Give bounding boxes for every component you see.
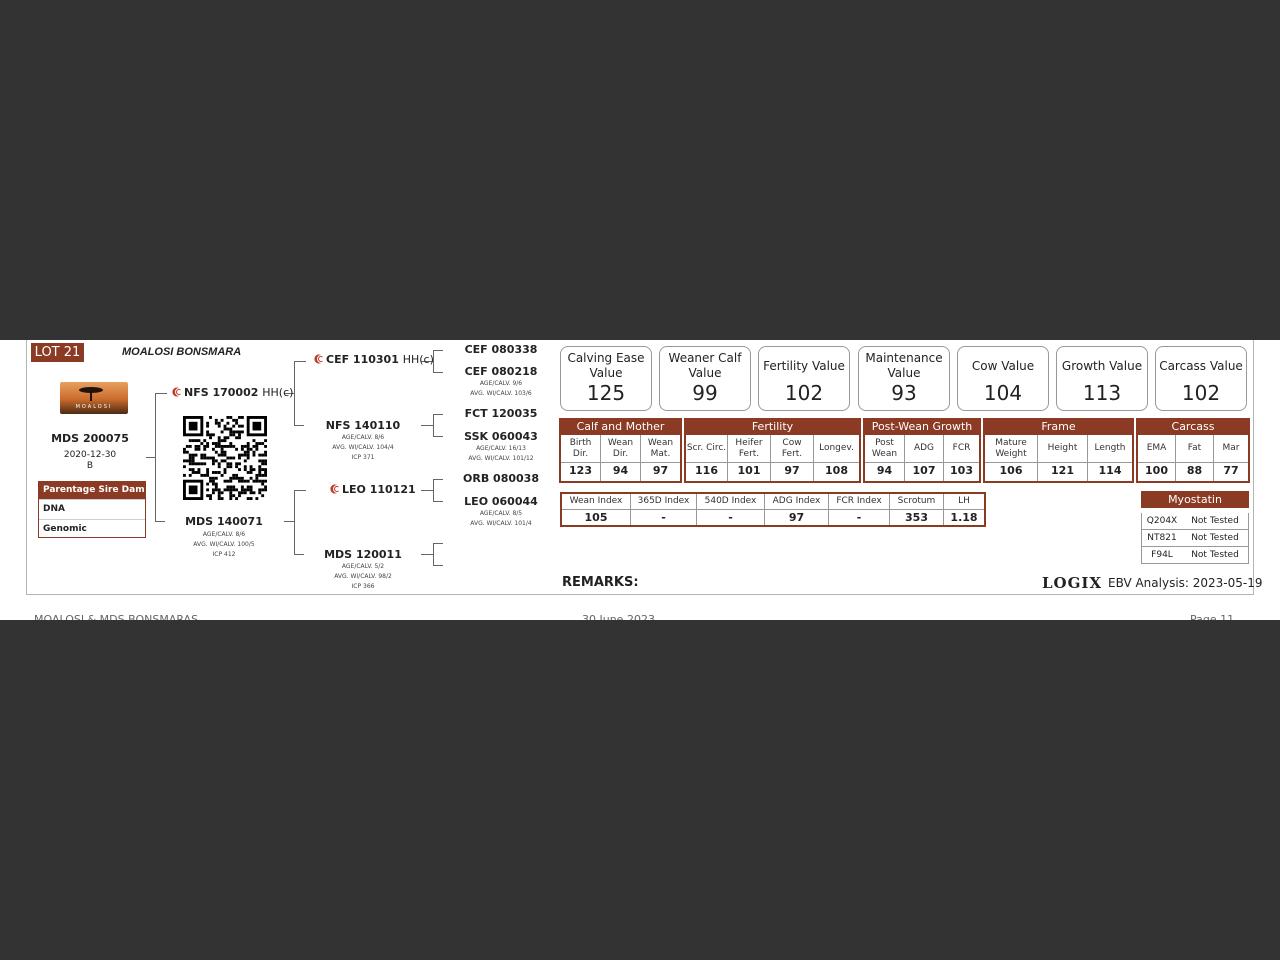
- value-number: 125: [586, 381, 626, 405]
- index-label: Wean Index: [562, 494, 630, 510]
- trait-value: 100: [1138, 462, 1175, 479]
- myostatin-table: [1141, 491, 1249, 568]
- gen3-4-id: ORB 080038: [463, 472, 539, 485]
- value-box-fertility: [758, 346, 850, 411]
- dam-id: MDS 140071: [185, 515, 263, 528]
- value-label: Cow Value: [971, 358, 1035, 373]
- sire-id: NFS 170002: [184, 386, 259, 399]
- index-label: Scrotum: [890, 494, 943, 510]
- parentage-row-genomic: Genomic: [39, 519, 145, 539]
- ebv-table-carcass: [1136, 435, 1250, 483]
- gen3-5-avg: AVG. WI/CALV. 101/4: [470, 520, 532, 527]
- index-cell: [562, 494, 631, 525]
- value-box-carcass: [1155, 346, 1247, 411]
- gen3-0-id: CEF 080338: [464, 343, 538, 356]
- gene-result: Not Tested: [1191, 533, 1239, 543]
- index-cell: [697, 494, 765, 525]
- trait-label: FCR: [952, 443, 971, 453]
- gene-name: NT821: [1147, 533, 1177, 543]
- trait-cell: [905, 435, 944, 481]
- group-header-post-wean-growth: Post-Wean Growth: [863, 418, 981, 435]
- value-box-maintenance: [858, 346, 950, 411]
- gen3-5-id: LEO 060044: [464, 495, 538, 508]
- trait-label: Mar: [1222, 443, 1240, 453]
- dam-dam-age-calv: AGE/CALV. 5/2: [341, 563, 385, 570]
- trait-cell: [814, 435, 859, 481]
- value-box-cow: [957, 346, 1049, 411]
- trait-label: EMA: [1146, 443, 1167, 453]
- value-label: Weaner Calf Value: [668, 351, 742, 380]
- index-label: LH: [944, 494, 984, 510]
- trait-cell: [728, 435, 771, 481]
- myostatin-row: [1141, 513, 1249, 530]
- trait-cell: [686, 435, 728, 481]
- trait-label: Scr. Circ.: [686, 443, 727, 453]
- sire-suffix: HH(c): [262, 386, 294, 399]
- value-label: Growth Value: [1061, 358, 1143, 373]
- trait-cell: [1038, 435, 1088, 481]
- gen3-5-age-calv: AGE/CALV. 8/5: [479, 510, 523, 517]
- value-label: Maintenance Value: [865, 351, 943, 380]
- animal-grade: B: [86, 461, 94, 471]
- gen3-3-age-calv: AGE/CALV. 16/13: [476, 445, 526, 452]
- logix-logo: LOGIX: [1042, 574, 1103, 592]
- trait-value: 108: [814, 462, 859, 479]
- gen3-2-id: FCT 120035: [464, 407, 538, 420]
- index-value: -: [728, 511, 733, 524]
- value-box-weaner-calf: [659, 346, 751, 411]
- index-table: [560, 492, 986, 527]
- trait-cell: [561, 435, 601, 481]
- crescent-tag-icon: [330, 484, 340, 494]
- ebv-table-calf-and-mother: [559, 435, 682, 483]
- trait-cell: [1088, 435, 1132, 481]
- gene-result: Not Tested: [1191, 550, 1239, 560]
- gen3-1-age-calv: AGE/CALV. 9/6: [479, 380, 523, 387]
- myostatin-header: Myostatin: [1141, 491, 1249, 508]
- sire-dam-age-calv: AGE/CALV. 8/6: [341, 434, 385, 441]
- trait-label: Cow Fert.: [781, 437, 803, 459]
- index-value: 1.18: [950, 511, 978, 524]
- trait-label: Birth Dir.: [569, 437, 592, 459]
- trait-value: 97: [771, 462, 813, 479]
- dam-dam-icp: ICP 366: [351, 583, 375, 590]
- parentage-header: Parentage Sire Dam: [39, 482, 145, 499]
- index-value: 105: [584, 511, 608, 524]
- value-number: 102: [784, 381, 824, 405]
- ebv-table-fertility: [684, 435, 861, 483]
- ebv-table-post-wean-growth: [863, 435, 981, 483]
- trait-cell: [601, 435, 641, 481]
- animal-dob: 2020-12-30: [63, 450, 117, 460]
- trait-cell: [985, 435, 1038, 481]
- trait-value: 106: [985, 462, 1037, 479]
- index-value: -: [856, 511, 862, 524]
- sire-dam-icp: ICP 371: [351, 454, 375, 461]
- trait-label: Mature Weight: [995, 437, 1027, 459]
- trait-label: Length: [1094, 443, 1126, 453]
- trait-value: 101: [728, 462, 770, 479]
- value-number: 102: [1181, 381, 1221, 405]
- breeder-name: MOALOSI BONSMARA: [122, 346, 242, 358]
- index-cell: [631, 494, 697, 525]
- myostatin-row: [1141, 530, 1249, 547]
- qr-code[interactable]: [182, 416, 268, 500]
- sire-dam-id: NFS 140110: [325, 419, 401, 432]
- value-number: 104: [983, 381, 1023, 405]
- gene-name: F94L: [1151, 550, 1173, 560]
- lot-badge: LOT 21: [31, 343, 84, 362]
- index-label: FCR Index: [829, 494, 889, 510]
- trait-cell: [1176, 435, 1214, 481]
- dam-sire-id: LEO 110121: [342, 483, 416, 496]
- gen3-3-id: SSK 060043: [464, 430, 538, 443]
- dam-age-calv: AGE/CALV. 8/6: [202, 531, 246, 538]
- dam-sire: [330, 483, 416, 496]
- tree-sunset-logo: [60, 382, 128, 414]
- group-header-carcass: Carcass: [1136, 418, 1250, 435]
- trait-cell: [944, 435, 979, 481]
- index-cell: [829, 494, 890, 525]
- dam-avg: AVG. WI/CALV. 100/5: [193, 541, 255, 548]
- gen3-1-avg: AVG. WI/CALV. 103/6: [470, 390, 532, 397]
- gene-name: Q204X: [1146, 516, 1178, 526]
- parentage-row-dna: DNA: [39, 499, 145, 519]
- parentage-table: [38, 481, 146, 538]
- group-header-fertility: Fertility: [684, 418, 861, 435]
- trait-cell: [641, 435, 680, 481]
- trait-value: 123: [561, 462, 600, 479]
- value-label: Calving Ease Value: [567, 351, 645, 380]
- index-value: 353: [905, 511, 928, 524]
- dam-icp: ICP 412: [212, 551, 236, 558]
- trait-cell: [771, 435, 814, 481]
- index-cell: [890, 494, 944, 525]
- trait-value: 103: [944, 462, 979, 479]
- remarks-label: REMARKS:: [562, 575, 639, 590]
- trait-value: 94: [865, 462, 904, 479]
- index-label: 540D Index: [697, 494, 764, 510]
- trait-label: Longev.: [819, 443, 854, 453]
- value-box-calving-ease: [560, 346, 652, 411]
- trait-label: Height: [1047, 443, 1078, 453]
- index-cell: [765, 494, 829, 525]
- value-number: 93: [891, 381, 917, 405]
- gen3-3-avg: AVG. WI/CALV. 101/12: [468, 455, 534, 462]
- index-label: ADG Index: [765, 494, 828, 510]
- sire-sire: [314, 353, 434, 366]
- gene-result: Not Tested: [1191, 516, 1239, 526]
- ebv-analysis-date: EBV Analysis: 2023-05-19: [1108, 576, 1263, 590]
- lower-backdrop: [0, 620, 1280, 960]
- trait-label: Wean Mat.: [647, 437, 674, 459]
- trait-value: 121: [1038, 462, 1087, 479]
- trait-value: 114: [1088, 462, 1132, 479]
- index-value: -: [661, 511, 666, 524]
- dam-dam-id: MDS 120011: [324, 548, 402, 561]
- trait-label: Fat: [1187, 443, 1202, 453]
- sire-sire-id: CEF 110301: [326, 353, 399, 366]
- myostatin-row: [1141, 547, 1249, 564]
- trait-label: Wean Dir.: [607, 437, 634, 459]
- crescent-tag-icon: [314, 354, 324, 364]
- trait-value: 97: [641, 462, 680, 479]
- value-number: 99: [692, 381, 718, 405]
- index-value: 97: [788, 511, 805, 524]
- trait-value: 94: [601, 462, 640, 479]
- trait-value: 88: [1176, 462, 1213, 479]
- value-box-growth: [1056, 346, 1148, 411]
- acacia-tree-icon: [78, 385, 104, 401]
- sire-dam-avg: AVG. WI/CALV. 104/4: [332, 444, 394, 451]
- index-label: 365D Index: [631, 494, 696, 510]
- value-number: 113: [1082, 381, 1122, 405]
- trait-value: 107: [905, 462, 943, 479]
- ebv-table-frame: [983, 435, 1134, 483]
- sire: [172, 386, 293, 399]
- gen3-1-id: CEF 080218: [464, 365, 538, 378]
- trait-cell: [1138, 435, 1176, 481]
- crescent-tag-icon: [172, 387, 182, 397]
- sire-sire-suffix: HH(c): [402, 353, 434, 366]
- trait-value: 116: [686, 462, 727, 479]
- group-header-calf-and-mother: Calf and Mother: [559, 418, 682, 435]
- trait-value: 77: [1214, 462, 1248, 479]
- trait-label: Post Wean: [871, 437, 898, 459]
- trait-label: Heifer Fert.: [735, 437, 763, 459]
- value-label: Carcass Value: [1159, 358, 1243, 373]
- trait-cell: [1214, 435, 1248, 481]
- logo-text: MOALOSI: [75, 404, 113, 410]
- animal-id: MDS 200075: [51, 432, 129, 445]
- group-header-frame: Frame: [983, 418, 1134, 435]
- trait-cell: [865, 435, 905, 481]
- dam-dam-avg: AVG. WI/CALV. 98/2: [334, 573, 392, 580]
- index-cell: [944, 494, 984, 525]
- trait-label: ADG: [913, 443, 935, 453]
- value-label: Fertility Value: [763, 358, 845, 373]
